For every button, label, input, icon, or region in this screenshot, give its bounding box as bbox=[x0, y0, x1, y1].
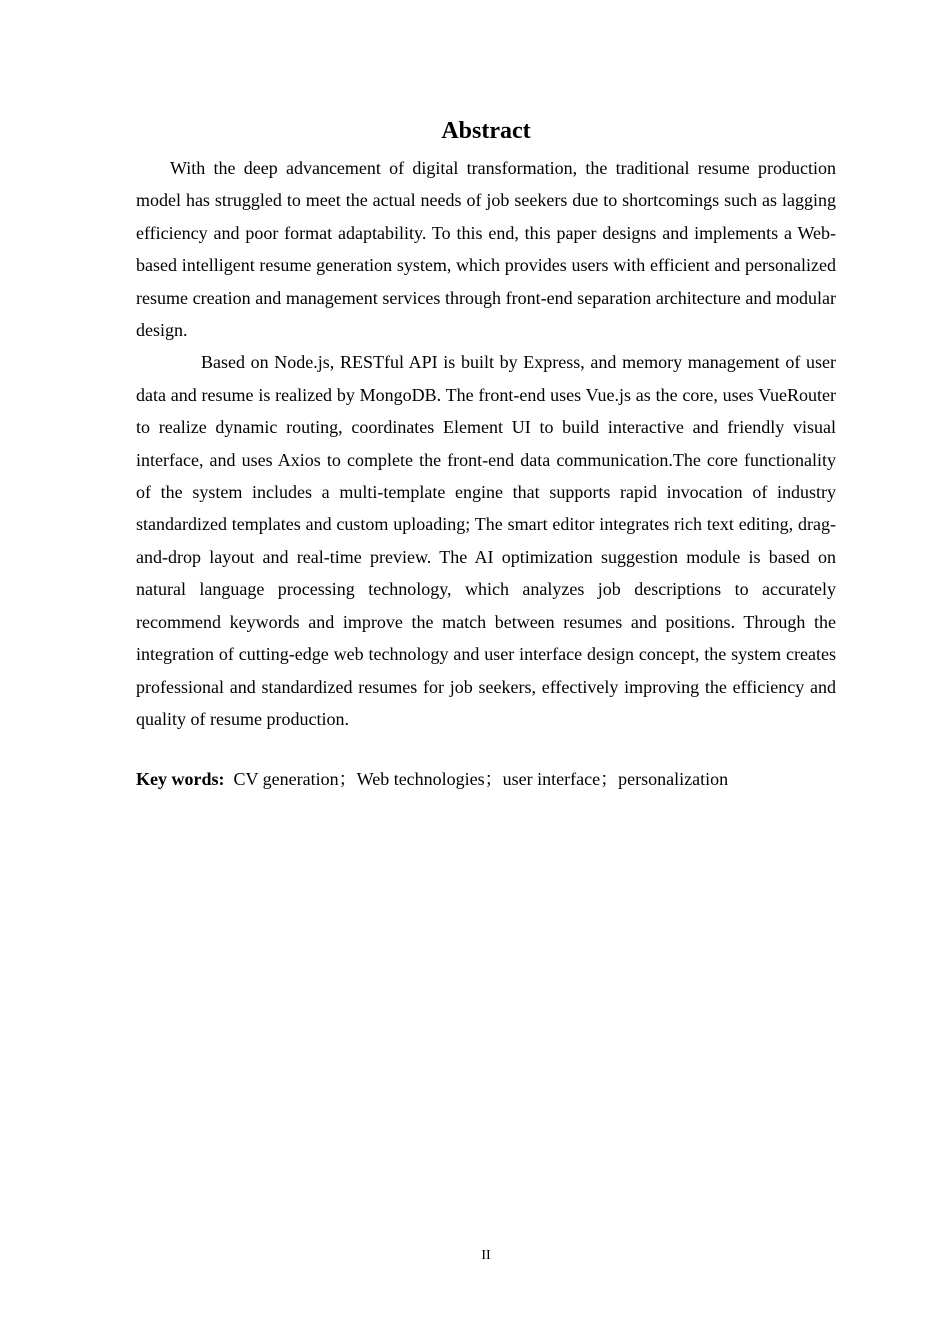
page-number: II bbox=[481, 1248, 491, 1263]
keyword-item: Web technologies bbox=[356, 769, 485, 790]
keyword-item: user interface bbox=[502, 769, 601, 790]
keywords-label: Key words: bbox=[136, 769, 225, 790]
keyword-separator: ； bbox=[484, 769, 503, 790]
keyword-separator: ； bbox=[600, 769, 619, 790]
keyword-item: personalization bbox=[618, 769, 729, 790]
abstract-paragraph-2: Based on Node.js, RESTful API is built by Express, and memory management of user data and resume is realized by MongoDB. The front-end uses Vue.js as the core, uses VueRouter to realize dynamic routing, coordinates Element UI to build interactive and friendly visual interface, and uses Axios to complete the front-end data communication.The core functionality of the system includes a multi-template engine that supports rapid invocation of industry standardized templates and custom uploading; The smart editor integrates rich text editing, drag-and-drop layout and real-time preview. The AI optimization suggestion module is based on natural language processing technology, which analyzes job descriptions to accurately recommend keywords and improve the match between resumes and positions. Through the integration of cutting-edge web technology and user interface design concept, the system creates professional and standardized resumes for job seekers, effectively improving the efficiency and quality of resume production. bbox=[136, 352, 836, 729]
abstract-section bbox=[136, 112, 836, 795]
abstract-title: Abstract bbox=[441, 118, 531, 144]
keyword-separator: ； bbox=[338, 769, 357, 790]
abstract-paragraph-1: With the deep advancement of digital transformation, the traditional resume production model has struggled to meet the actual needs of job seekers due to shortcomings such as lagging efficiency and poor format adaptability. To this end, this paper designs and implements a Web-based intelligent resume generation system, which provides users with efficient and personalized resume creation and management services through front-end separation architecture and modular design. bbox=[136, 158, 836, 341]
keywords-line bbox=[136, 763, 836, 795]
keyword-item: CV generation bbox=[233, 769, 339, 790]
